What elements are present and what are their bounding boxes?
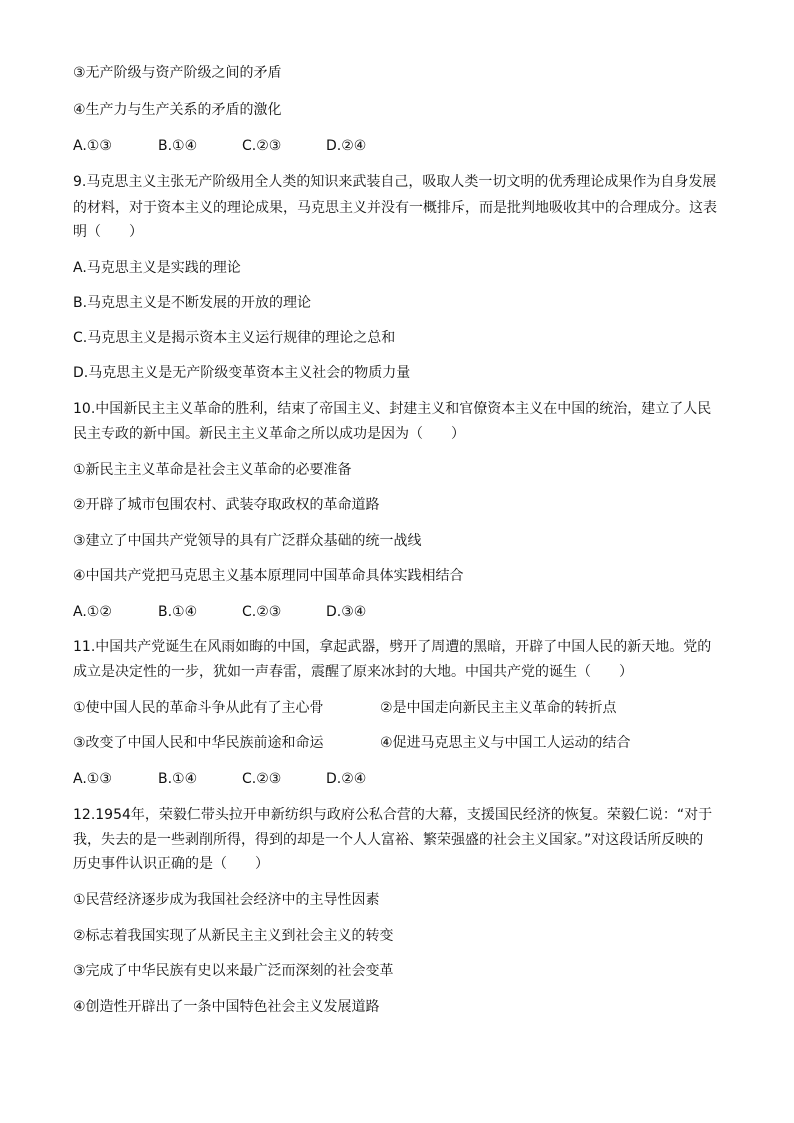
q12-item-1: ①民营经济逐步成为我国社会经济中的主导性因素 [73,892,380,908]
q11-stem-line-2: 成立是决定性的一步，犹如一声春雷，震醒了原来冰封的大地。中国共产党的诞生（ ） [73,664,633,680]
q11-items-row-2 [73,733,723,753]
q10-option-b: B.①④ [158,604,198,620]
q10-option-a: A.①② [73,604,112,620]
q12-stem-line-2: 我，失去的是一些剥削所得，得到的却是一个人人富裕、繁荣强盛的社会主义国家。”对这段话所反映的 [73,832,704,848]
q8-option-c: C.②③ [242,138,282,154]
q10-stem-line-1: 10.中国新民主主义革命的胜利，结束了帝国主义、封建主义和官僚资本主义在中国的统治，建立了人民 [73,401,712,417]
q8-options [73,136,723,156]
q11-items-row-1 [73,698,723,718]
q10-item-4: ④中国共产党把马克思主义基本原理同中国革命具体实践相结合 [73,568,464,584]
q11-item-2: ②是中国走向新民主主义革命的转折点 [380,700,617,716]
q10-options [73,602,723,622]
q9-choice-d: D.马克思主义是无产阶级变革资本主义社会的物质力量 [73,365,411,381]
q8-item-3: ③无产阶级与资产阶级之间的矛盾 [73,65,282,81]
q9-stem-line-2: 的材料，对于资本主义的理论成果，马克思主义并没有一概排斥，而是批判地吸收其中的合理成分。这表 [73,200,717,216]
q8-option-b: B.①④ [158,138,198,154]
q9-choice-a: A.马克思主义是实践的理论 [73,260,241,276]
q12-stem-line-1: 12.1954年，荣毅仁带头拉开申新纺织与政府公私合营的大幕，支援国民经济的恢复。荣毅仁说：“对于 [73,807,713,823]
q12-item-4: ④创造性开辟出了一条中国特色社会主义发展道路 [73,999,380,1015]
q12-stem-line-3: 历史事件认识正确的是（ ） [73,856,269,872]
q10-item-2: ②开辟了城市包围农村、武装夺取政权的革命道路 [73,497,380,513]
q8-option-d: D.②④ [326,138,367,154]
q9-choice-c: C.马克思主义是揭示资本主义运行规律的理论之总和 [73,330,396,346]
q8-option-a: A.①③ [73,138,112,154]
q12-item-3: ③完成了中华民族有史以来最广泛而深刻的社会变革 [73,963,394,979]
q11-item-1: ①使中国人民的革命斗争从此有了主心骨 [73,700,324,716]
q11-item-4: ④促进马克思主义与中国工人运动的结合 [380,735,631,751]
q10-stem-line-2: 民主专政的新中国。新民主主义革命之所以成功是因为（ ） [73,426,465,442]
q11-option-b: B.①④ [158,771,198,787]
q11-stem-line-1: 11.中国共产党诞生在风雨如晦的中国，拿起武器，劈开了周遭的黑暗，开辟了中国人民的新天地。党的 [73,639,712,655]
q9-stem-line-1: 9.马克思主义主张无产阶级用全人类的知识来武装自己，吸取人类一切文明的优秀理论成果作为自身发展 [73,174,717,190]
q10-item-3: ③建立了中国共产党领导的具有广泛群众基础的统一战线 [73,533,422,549]
q11-option-a: A.①③ [73,771,112,787]
q10-option-c: C.②③ [242,604,282,620]
q12-item-2: ②标志着我国实现了从新民主主义到社会主义的转变 [73,928,394,944]
q8-item-4: ④生产力与生产关系的矛盾的激化 [73,102,282,118]
q11-option-c: C.②③ [242,771,282,787]
q11-item-3: ③改变了中国人民和中华民族前途和命运 [73,735,324,751]
q10-item-1: ①新民主主义革命是社会主义革命的必要准备 [73,462,352,478]
q10-option-d: D.③④ [326,604,367,620]
q9-stem-line-3: 明（ ） [73,224,143,240]
q11-option-d: D.②④ [326,771,367,787]
q11-options [73,769,723,789]
q9-choice-b: B.马克思主义是不断发展的开放的理论 [73,295,312,311]
